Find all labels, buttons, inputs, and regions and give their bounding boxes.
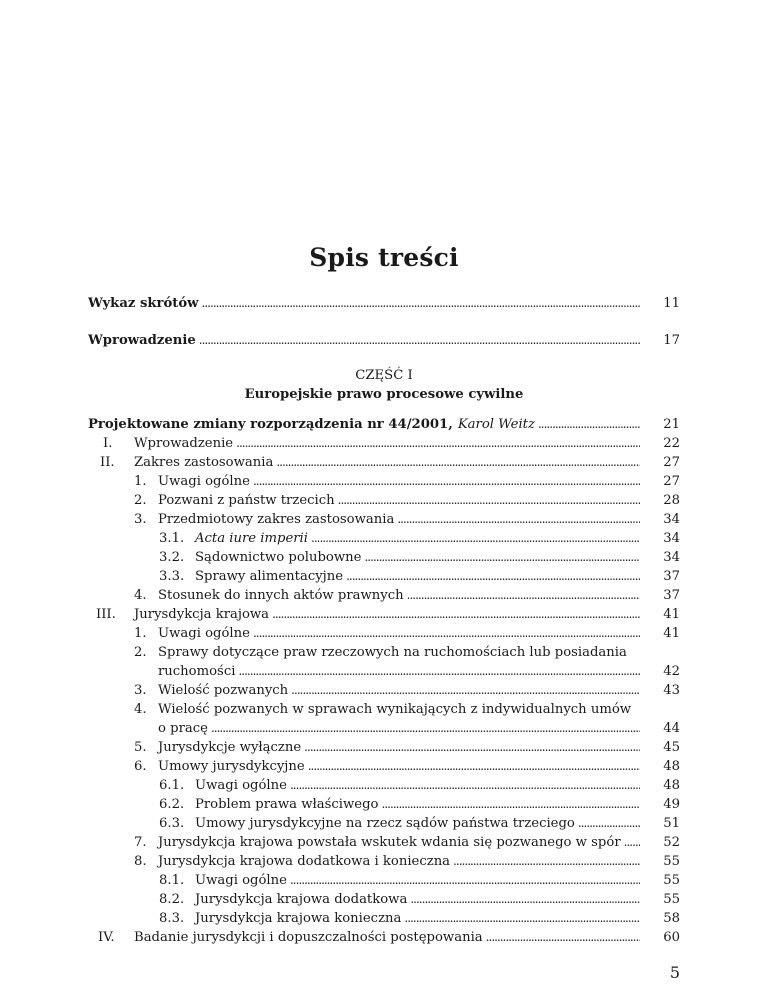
toc-entry-text: Uwagi ogólne — [195, 873, 287, 888]
toc-entry-number: 6.1. — [159, 778, 185, 793]
toc-entry — [88, 700, 631, 719]
toc-entry-text: Sprawy alimentacyjne — [195, 569, 344, 584]
toc-leader — [236, 434, 640, 453]
toc-leader — [407, 586, 640, 605]
toc-entry — [88, 757, 640, 776]
toc-entry-number: 6.2. — [159, 797, 185, 812]
toc-leader — [253, 472, 640, 491]
toc-page-number: 21 — [663, 417, 680, 432]
toc-entry-number: 3.2. — [159, 550, 185, 565]
toc-leader — [364, 548, 640, 567]
toc-entry-number: IV. — [98, 930, 115, 945]
toc-entry-text: Jurysdykcja krajowa dodatkowa i konieczna — [158, 854, 451, 869]
toc-leader — [486, 928, 640, 947]
toc-entry — [88, 776, 640, 795]
toc-page-number: 43 — [663, 683, 680, 698]
toc-entry — [88, 510, 640, 529]
toc-entry — [88, 738, 640, 757]
toc-entry — [88, 909, 640, 928]
toc-entry-number: I. — [103, 436, 113, 451]
toc-leader — [311, 529, 640, 548]
toc-leader — [290, 776, 640, 795]
toc-entry-number: 3. — [134, 683, 147, 698]
toc-entry-number: 4. — [134, 702, 147, 717]
toc-entry — [88, 472, 640, 491]
toc-entry-text: Jurysdykcja krajowa — [134, 607, 270, 622]
toc-leader — [272, 605, 640, 624]
toc-entry-text: Wielość pozwanych — [158, 683, 289, 698]
toc-entry-text: Badanie jurysdykcji i dopuszczalności postępowania — [134, 930, 483, 945]
toc-page-number: 51 — [663, 816, 680, 831]
toc-page-number: 37 — [663, 588, 680, 603]
toc-page-number: 42 — [663, 664, 680, 679]
toc-entry-text: Jurysdykcja krajowa powstała wskutek wdania się pozwanego w spór — [158, 835, 621, 850]
toc-page-number: 11 — [663, 296, 680, 311]
toc-entry — [88, 529, 640, 548]
toc-leader — [578, 814, 640, 833]
toc-leader — [404, 909, 640, 928]
toc-entry — [88, 814, 640, 833]
toc-leader — [291, 681, 640, 700]
toc-entry-text: Problem prawa właściwego — [195, 797, 379, 812]
toc-entry — [88, 434, 640, 453]
toc-page-number: 27 — [663, 455, 680, 470]
toc-leader — [276, 453, 640, 472]
toc-page-number: 37 — [663, 569, 680, 584]
toc-entry — [88, 890, 640, 909]
toc-entry-text: Pozwani z państw trzecich — [158, 493, 335, 508]
toc-entry-text: Uwagi ogólne — [158, 474, 250, 489]
toc-page-number: 58 — [663, 911, 680, 926]
toc-entry-introduction — [88, 331, 640, 350]
chapter-author: Karol Weitz — [457, 417, 535, 432]
toc-entry — [88, 833, 640, 852]
toc-page-number: 44 — [663, 721, 680, 736]
toc-leader — [624, 833, 640, 852]
toc-entry-number: 3.3. — [159, 569, 185, 584]
toc-page-number: 27 — [663, 474, 680, 489]
toc-entry-text: Jurysdykcje wyłączne — [158, 740, 302, 755]
toc-page-number: 45 — [663, 740, 680, 755]
toc-entry-number: 6. — [134, 759, 147, 774]
toc-entry-continuation — [88, 719, 640, 738]
toc-chapter — [88, 415, 640, 434]
toc-leader — [538, 415, 640, 434]
toc-entry-text: Wykaz skrótów — [88, 296, 199, 311]
toc-page-number: 41 — [663, 607, 680, 622]
toc-leader — [308, 757, 640, 776]
toc-entry-text: Stosunek do innych aktów prawnych — [158, 588, 404, 603]
toc-entry-number: 3. — [134, 512, 147, 527]
toc-entry — [88, 586, 640, 605]
toc-entry — [88, 624, 640, 643]
toc-entry-number: 7. — [134, 835, 147, 850]
toc-leader — [202, 294, 641, 313]
toc-entry-text: Wprowadzenie — [134, 436, 234, 451]
toc-page-number: 22 — [663, 436, 680, 451]
toc-leader — [290, 871, 640, 890]
toc-page-number: 49 — [663, 797, 680, 812]
toc-entry-number: III. — [96, 607, 116, 622]
toc-entry-number: 3.1. — [159, 531, 185, 546]
toc-leader — [304, 738, 640, 757]
toc-page-number: 41 — [663, 626, 680, 641]
toc-page-number: 52 — [663, 835, 680, 850]
part-title: Europejskie prawo procesowe cywilne — [244, 387, 524, 402]
toc-entry-text: Jurysdykcja krajowa konieczna — [195, 911, 402, 926]
toc-entry-text: ruchomości — [158, 664, 236, 679]
toc-entry-text: Uwagi ogólne — [195, 778, 287, 793]
toc-entry — [88, 567, 640, 586]
toc-page-number: 28 — [663, 493, 680, 508]
toc-page-number: 60 — [663, 930, 680, 945]
toc-leader — [199, 331, 640, 350]
toc-entry-text: Sprawy dotyczące praw rzeczowych na ruchomościach lub posiadania — [158, 645, 627, 660]
toc-leader — [382, 795, 641, 814]
toc-entry — [88, 852, 640, 871]
toc-page-number: 34 — [663, 512, 680, 527]
toc-entry — [88, 453, 640, 472]
toc-entry-text: Sądownictwo polubowne — [195, 550, 362, 565]
toc-entry — [88, 871, 640, 890]
toc-entry-number: 4. — [134, 588, 147, 603]
toc-leader — [238, 662, 640, 681]
toc-entry-text: Acta iure imperii — [195, 531, 308, 546]
toc-entry — [88, 643, 627, 662]
toc-entry-number: 1. — [134, 474, 147, 489]
toc-entry — [88, 605, 640, 624]
toc-entry — [88, 928, 640, 947]
toc-page-number: 55 — [663, 854, 680, 869]
toc-entry-number: 8.2. — [159, 892, 185, 907]
toc-entry-number: 8.3. — [159, 911, 185, 926]
toc-leader — [397, 510, 640, 529]
part-label: CZĘŚĆ I — [355, 368, 413, 383]
toc-leader — [253, 624, 640, 643]
toc-entry-text: Wprowadzenie — [88, 333, 196, 348]
toc-page-number: 55 — [663, 892, 680, 907]
toc-leader — [346, 567, 640, 586]
chapter-title: Projektowane zmiany rozporządzenia nr 44/2001, — [88, 417, 453, 432]
toc-entry-number: II. — [100, 455, 115, 470]
toc-page-number: 34 — [663, 550, 680, 565]
toc-page-number: 48 — [663, 778, 680, 793]
toc-entry-text: Zakres zastosowania — [134, 455, 274, 470]
toc-leader — [211, 719, 640, 738]
toc-entry-continuation — [88, 662, 640, 681]
toc-page-number: 55 — [663, 873, 680, 888]
toc-entry-number: 5. — [134, 740, 147, 755]
toc-entry-text: Umowy jurysdykcyjne na rzecz sądów państwa trzeciego — [195, 816, 575, 831]
toc-entry-text: Wielość pozwanych w sprawach wynikających z indywidualnych umów — [158, 702, 632, 717]
toc-entry-text: Umowy jurysdykcyjne — [158, 759, 305, 774]
toc-entry — [88, 795, 640, 814]
toc-entry-number: 2. — [134, 493, 147, 508]
toc-leader — [453, 852, 640, 871]
toc-page-number: 17 — [663, 333, 680, 348]
toc-entry — [88, 681, 640, 700]
toc-entry-number: 8.1. — [159, 873, 185, 888]
toc-entry-number: 6.3. — [159, 816, 185, 831]
toc-entry-number: 1. — [134, 626, 147, 641]
toc-entry — [88, 491, 640, 510]
toc-page-number: 34 — [663, 531, 680, 546]
toc-page-number: 48 — [663, 759, 680, 774]
toc-entry-text: Jurysdykcja krajowa dodatkowa — [195, 892, 408, 907]
toc-leader — [338, 491, 640, 510]
toc-entry-number: 8. — [134, 854, 147, 869]
page-title: Spis treści — [309, 243, 459, 272]
toc-entry-number: 2. — [134, 645, 147, 660]
toc-entry-text: Uwagi ogólne — [158, 626, 250, 641]
toc-entry — [88, 548, 640, 567]
page-folio: 5 — [669, 963, 680, 982]
toc-entry-text: Przedmiotowy zakres zastosowania — [158, 512, 395, 527]
toc-leader — [410, 890, 640, 909]
toc-entry-text: o pracę — [158, 721, 208, 736]
toc-entry-abbreviations — [88, 294, 640, 313]
